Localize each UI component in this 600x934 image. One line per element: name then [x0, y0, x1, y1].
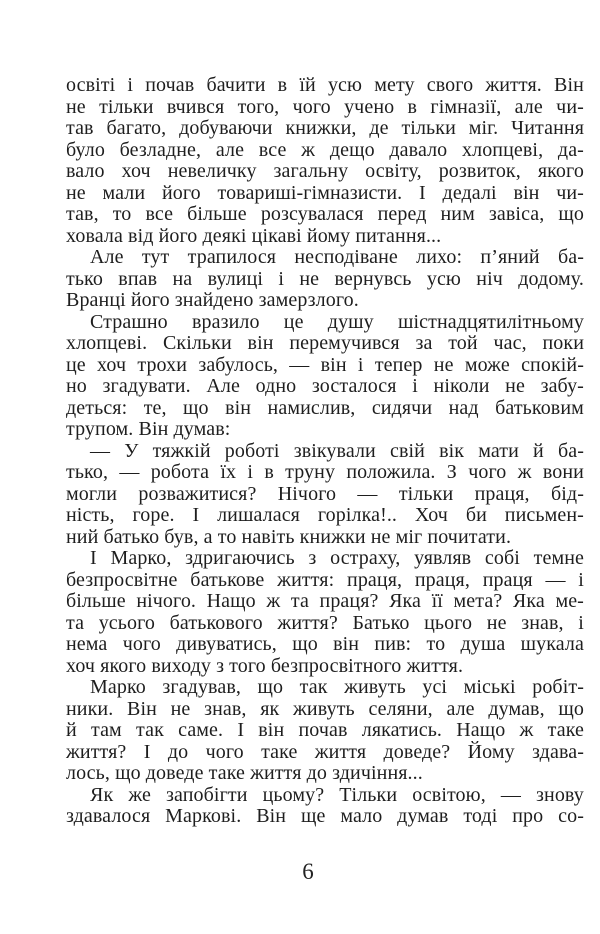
text-line: здавалося Маркові. Він ще мало думав тоді про со- — [66, 805, 584, 827]
text-line: тько, — робота їх і в труну положила. З чого ж вони — [66, 461, 584, 483]
text-line: трупом. Він думав: — [66, 418, 231, 440]
text-line: не мали його товариші-гімназисти. І дедалі він чи- — [66, 181, 584, 204]
text-line: ховала від його деякі цікаві йому питання... — [66, 224, 442, 247]
text-line: це хоч трохи забулось, — він і тепер не може спокій- — [66, 353, 584, 376]
text-line: ний батько був, а то навіть книжки не міг почитати. — [66, 525, 512, 548]
text-line: хоч якого виходу з того безпросвітного життя. — [66, 654, 464, 677]
text-line: но згадувати. Але одно зосталося і ніколи не забу- — [66, 375, 584, 397]
text-line: — У тяжкій роботі звікували свій вік мати й ба- — [90, 439, 584, 462]
text-line: нема чого дивуватись, що він пив: то душа шукала — [66, 633, 584, 655]
text-line: Але тут трапилося несподіване лихо: п’яний ба- — [90, 246, 584, 268]
text-line: життя? І до чого таке життя доведе? Йому здава- — [66, 740, 584, 763]
text-line: І Марко, здригаючись з остраху, уявляв собі темне — [90, 547, 584, 569]
text-line: більше нічого. Нащо ж та праця? Яка її мета? Яка ме- — [66, 590, 584, 612]
text-line: вало хоч невеличку загальну освіту, розвиток, якого — [66, 160, 584, 182]
page-number: 6 — [302, 859, 314, 884]
text-line: лось, що доведе таке життя до здичіння... — [66, 762, 423, 784]
page-text-block — [66, 75, 584, 828]
text-line: освіті і почав бачити в їй усю мету свого життя. Він — [66, 74, 584, 96]
text-line: Вранці його знайдено замерзлого. — [66, 289, 359, 311]
text-line: Як же запобігти цьому? Тільки освітою, — знову — [90, 783, 584, 806]
text-line: Страшно вразило це душу шістнадцятилітньому — [90, 310, 584, 333]
text-line: не тільки вчився того, чого учено в гімназії, але чи- — [66, 95, 584, 118]
text-line: безпросвітне батькове життя: праця, праця, праця — і — [66, 568, 584, 591]
text-line: могли розважитися? Нічого — тільки праця, бід- — [66, 482, 584, 505]
text-line: деться: те, що він намислив, сидячи над батьковим — [66, 396, 584, 419]
text-line: та усього батькового життя? Батько цього не знав, і — [66, 611, 584, 634]
text-line: й там так саме. І він почав лякатись. Нащо ж таке — [66, 719, 584, 741]
text-line: Марко згадував, що так живуть усі міські робіт- — [90, 676, 584, 698]
text-line: ність, горе. І лишалася горілка!.. Хоч би письмен- — [66, 504, 584, 526]
text-line: тько впав на вулиці і не вернувсь усю ніч додому. — [66, 267, 584, 290]
text-line: ники. Він не знав, як живуть селяни, але думав, що — [66, 697, 584, 720]
text-line: тав, то все більше розсувалася перед ним завіса, що — [66, 203, 584, 225]
text-line: хлопцеві. Скільки він перемучився за той час, поки — [66, 332, 584, 354]
text-line: тав багато, добуваючи книжки, де тільки міг. Читання — [66, 117, 584, 139]
text-line: було безладне, але все ж дещо давало хлопцеві, да- — [66, 138, 584, 161]
